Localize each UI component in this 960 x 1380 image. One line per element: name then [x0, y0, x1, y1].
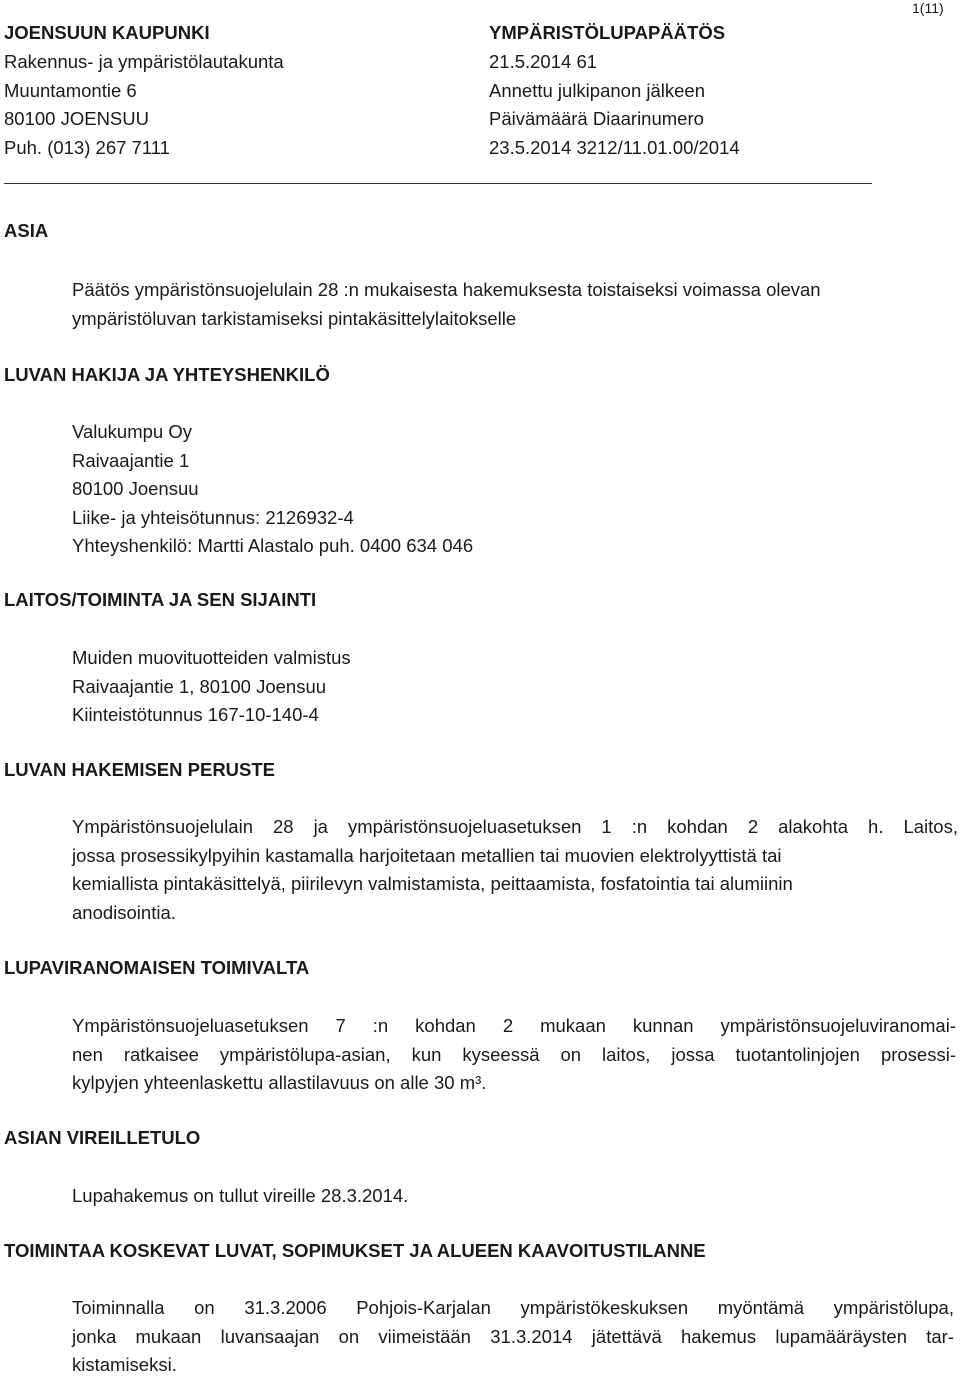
- header-divider: [4, 183, 872, 184]
- section-body-facility: [72, 644, 351, 730]
- text-line: Muiden muovituotteiden valmistus: [72, 647, 351, 668]
- text-line: Raivaajantie 1: [72, 449, 190, 471]
- text-line: Lupahakemus on tullut vireille 28.3.2014.: [72, 1185, 409, 1206]
- section-heading-authority: LUPAVIRANOMAISEN TOIMIVALTA: [4, 957, 310, 978]
- text-line: ympäristöluvan tarkistamiseksi pintakäsittelylaitokselle: [72, 307, 517, 329]
- section-body-asia: [72, 276, 821, 333]
- text-line: jossa prosessikylpyihin kastamalla harjoitetaan metallien tai muovien elektrolyyttistä tai: [72, 844, 782, 866]
- text-line: nen ratkaisee ympäristölupa-asian, kun kyseessä on laitos, jossa tuotantolinjojen prosessi-: [72, 1043, 956, 1065]
- text-line: Kiinteistötunnus 167-10-140-4: [72, 704, 319, 725]
- text-line: Liike- ja yhteisötunnus: 2126932-4: [72, 506, 354, 528]
- date-diary-value: 23.5.2014 3212/11.01.00/2014: [489, 137, 740, 158]
- section-heading-permits: TOIMINTAA KOSKEVAT LUVAT, SOPIMUKSET JA ALUEEN KAAVOITUSTILANNE: [4, 1240, 706, 1261]
- section-heading-pending: ASIAN VIREILLETULO: [4, 1127, 201, 1148]
- text-line: 80100 Joensuu: [72, 478, 199, 499]
- date-diary-label: Päivämäärä Diaarinumero: [489, 108, 704, 129]
- board-name: Rakennus- ja ympäristölautakunta: [4, 51, 284, 72]
- text-line: Yhteyshenkilö: Martti Alastalo puh. 0400 634 046: [72, 535, 474, 556]
- organization-name: JOENSUUN KAUPUNKI: [4, 22, 210, 43]
- section-heading-basis: LUVAN HAKEMISEN PERUSTE: [4, 759, 276, 780]
- document-type: YMPÄRISTÖLUPAPÄÄTÖS: [489, 22, 726, 43]
- text-line: Ympäristönsuojelulain 28 ja ympäristönsuojeluasetuksen 1 :n kohdan 2 alakohta h. Laitos,: [72, 816, 958, 837]
- section-heading-asia: ASIA: [4, 220, 49, 241]
- text-line: jonka mukaan luvansaajan on viimeistään 31.3.2014 jätettävä hakemus lupamääräysten tar-: [72, 1325, 954, 1347]
- section-body-permits: [72, 1294, 954, 1380]
- section-heading-facility: LAITOS/TOIMINTA JA SEN SIJAINTI: [4, 589, 317, 610]
- section-heading-applicant: LUVAN HAKIJA JA YHTEYSHENKILÖ: [4, 364, 330, 385]
- text-line: kemiallista pintakäsittelyä, piirilevyn valmistamista, peittaamista, fosfatointia tai alumiinin: [72, 873, 793, 894]
- decision-number: 21.5.2014 61: [489, 51, 598, 72]
- phone-number: Puh. (013) 267 7111: [4, 137, 170, 158]
- street-address: Muuntamontie 6: [4, 80, 137, 101]
- text-line: Valukumpu Oy: [72, 421, 192, 442]
- text-line: kylpyjen yhteenlaskettu allastilavuus on alle 30 m³.: [72, 1072, 487, 1093]
- section-body-applicant: [72, 418, 473, 561]
- section-body-authority: [72, 1012, 956, 1098]
- text-line: Raivaajantie 1, 80100 Joensuu: [72, 675, 327, 697]
- page-number: 1(11): [912, 0, 944, 16]
- section-body-pending: [72, 1182, 408, 1211]
- text-line: anodisointia.: [72, 901, 176, 923]
- text-line: Toiminnalla on 31.3.2006 Pohjois-Karjalan ympäristökeskuksen myöntämä ympäristölupa,: [72, 1297, 954, 1318]
- text-line: Ympäristönsuojeluasetuksen 7 :n kohdan 2 mukaan kunnan ympäristönsuojeluviranomai-: [72, 1015, 956, 1036]
- postal-address: 80100 JOENSUU: [4, 108, 149, 129]
- text-line: kistamiseksi.: [72, 1354, 177, 1375]
- text-line: Päätös ympäristönsuojelulain 28 :n mukaisesta hakemuksesta toistaiseksi voimassa olevan: [72, 279, 821, 300]
- section-body-basis: [72, 813, 958, 927]
- published-note: Annettu julkipanon jälkeen: [489, 80, 705, 101]
